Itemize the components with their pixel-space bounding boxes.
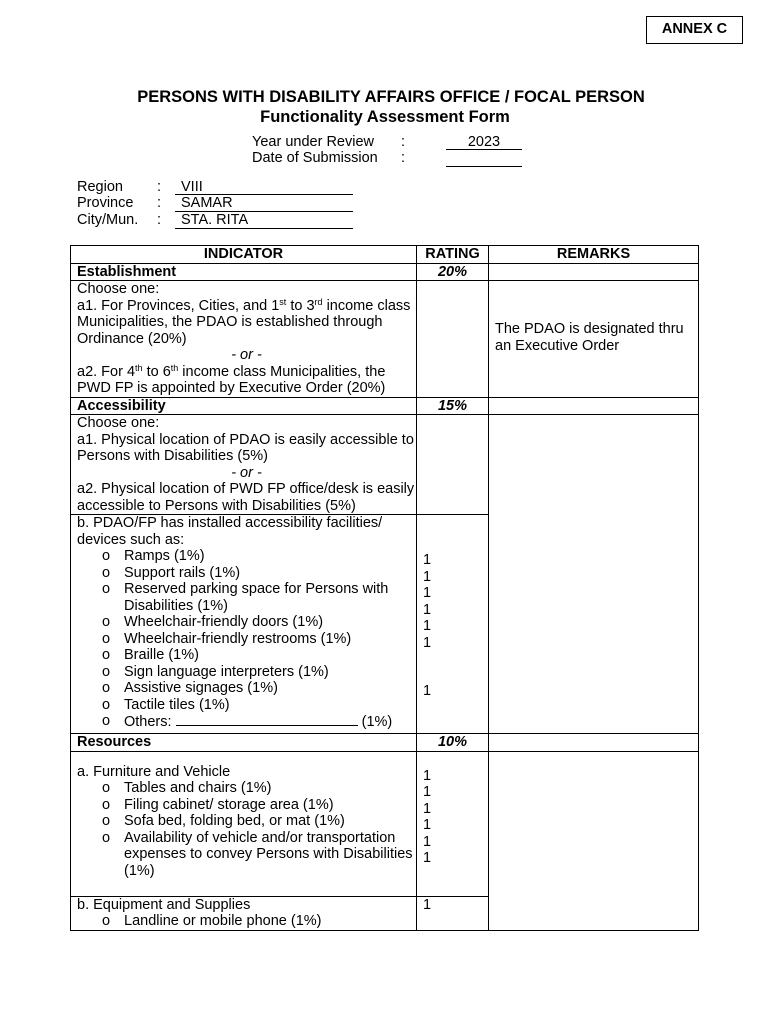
establishment-rating[interactable]	[417, 281, 489, 398]
resources-a-title: a. Furniture and Vehicle	[77, 763, 231, 780]
rating-value: 1	[423, 767, 432, 784]
list-item: o Sign language interpreters (1%)	[102, 663, 329, 680]
year-value[interactable]: 2023	[467, 134, 501, 150]
accessibility-a1: a1. Physical location of PDAO is easily accessible to Persons with Disabilities (5%)	[77, 431, 414, 464]
rating-value: 1	[423, 784, 432, 800]
list-item: o Sofa bed, folding bed, or mat (1%)	[102, 813, 345, 829]
section-resources-title: Resources	[71, 734, 417, 752]
accessibility-b-indicator	[71, 515, 417, 734]
accessibility-a2: a2. Physical location of PWD FP office/desk is easily accessible to Persons with Disabilities (5%)	[77, 481, 415, 514]
province-value[interactable]: SAMAR	[181, 195, 233, 211]
date-underline	[446, 166, 522, 167]
form-title: PERSONS WITH DISABILITY AFFAIRS OFFICE / FOCAL PERSON	[137, 88, 645, 106]
resources-b-indicator	[71, 896, 417, 930]
city-value[interactable]: STA. RITA	[181, 212, 249, 228]
section-resources-pct: 10%	[417, 734, 489, 752]
resources-remarks[interactable]	[489, 751, 699, 930]
establishment-choose: Choose one:	[77, 281, 160, 297]
section-accessibility-remarks	[489, 397, 699, 415]
list-item: o Reserved parking space for Persons with Disabilities (1%)	[102, 581, 389, 614]
list-item: o Braille (1%)	[102, 647, 199, 663]
list-item: o Landline or mobile phone (1%)	[102, 913, 322, 929]
section-establishment-title: Establishment	[71, 263, 417, 281]
list-item: o Wheelchair-friendly restrooms (1%)	[102, 630, 352, 647]
header-remarks: REMARKS	[489, 246, 699, 264]
accessibility-items-list	[77, 548, 416, 731]
annex-label: ANNEX C	[646, 16, 743, 44]
accessibility-b-rating[interactable]	[417, 515, 489, 734]
accessibility-b-title: b. PDAO/FP has installed accessibility facilities/ devices such as:	[77, 515, 383, 548]
year-colon: :	[401, 134, 406, 150]
list-item: o Assistive signages (1%)	[102, 680, 278, 696]
city-colon: :	[157, 212, 162, 228]
rating-value: 1	[423, 634, 432, 651]
section-establishment-remarks	[489, 263, 699, 281]
accessibility-remarks[interactable]	[489, 415, 699, 734]
section-establishment-pct: 20%	[417, 263, 489, 281]
rating-value: 1	[423, 601, 432, 618]
list-item: o Availability of vehicle and/or transportation expenses to convey Persons with Disabilities (1%)	[102, 829, 413, 879]
date-colon: :	[401, 150, 406, 166]
list-item: o Filing cabinet/ storage area (1%)	[102, 796, 334, 813]
rating-value: 1	[423, 552, 432, 568]
region-value[interactable]: VIII	[181, 179, 203, 195]
resources-b-rating[interactable]	[417, 896, 489, 930]
resources-a-indicator	[71, 751, 417, 896]
province-colon: :	[157, 195, 162, 211]
establishment-a1: a1. For Provinces, Cities, and 1st to 3rd income class Municipalities, the PDAO is established through Ordinance (20%)	[77, 296, 411, 347]
accessibility-a-rating[interactable]	[417, 415, 489, 515]
accessibility-a-indicator	[71, 415, 417, 515]
others-blank[interactable]	[176, 713, 358, 726]
year-label: Year under Review	[252, 134, 374, 150]
rating-value: 1	[423, 568, 432, 585]
city-underline	[175, 228, 353, 229]
province-label: Province	[77, 195, 134, 211]
assessment-table	[70, 245, 699, 931]
region-colon: :	[157, 179, 162, 195]
establishment-a2: a2. For 4th to 6th income class Municipalities, the PWD FP is appointed by Executive Order (20%)	[77, 362, 386, 396]
list-item: o Tactile tiles (1%)	[102, 696, 230, 713]
rating-value: 1	[423, 896, 432, 913]
list-item: o Support rails (1%)	[102, 564, 241, 581]
rating-value: 1	[423, 585, 432, 601]
accessibility-or: - or -	[231, 464, 262, 481]
rating-value: 1	[423, 850, 432, 866]
region-label: Region	[77, 179, 123, 195]
resources-a-list	[77, 780, 416, 879]
rating-value: 1	[423, 800, 432, 817]
establishment-or: - or -	[231, 347, 262, 363]
resources-b-list	[77, 913, 416, 930]
section-resources-remarks	[489, 734, 699, 752]
section-accessibility-title: Accessibility	[71, 397, 417, 415]
rating-value: 1	[423, 618, 432, 634]
resources-b-title: b. Equipment and Supplies	[77, 896, 251, 913]
form-subtitle: Functionality Assessment Form	[260, 108, 510, 126]
establishment-indicator	[71, 281, 417, 398]
accessibility-choose: Choose one:	[77, 415, 160, 431]
rating-value: 1	[423, 833, 432, 850]
section-accessibility-pct: 15%	[417, 397, 489, 415]
list-item: o Ramps (1%)	[102, 548, 205, 564]
resources-a-rating[interactable]	[417, 751, 489, 896]
list-item: o Tables and chairs (1%)	[102, 780, 272, 796]
city-label: City/Mun.	[77, 212, 139, 228]
rating-value: 1	[423, 683, 432, 699]
list-item-others: o Others: (1%)	[102, 713, 393, 730]
header-rating: RATING	[417, 246, 489, 264]
list-item: o Wheelchair-friendly doors (1%)	[102, 614, 324, 630]
establishment-remarks[interactable]: The PDAO is designated thru an Executive Order	[489, 281, 699, 398]
header-indicator: INDICATOR	[71, 246, 417, 264]
rating-value: 1	[423, 817, 432, 833]
year-underline	[446, 149, 522, 150]
date-label: Date of Submission	[252, 150, 378, 166]
